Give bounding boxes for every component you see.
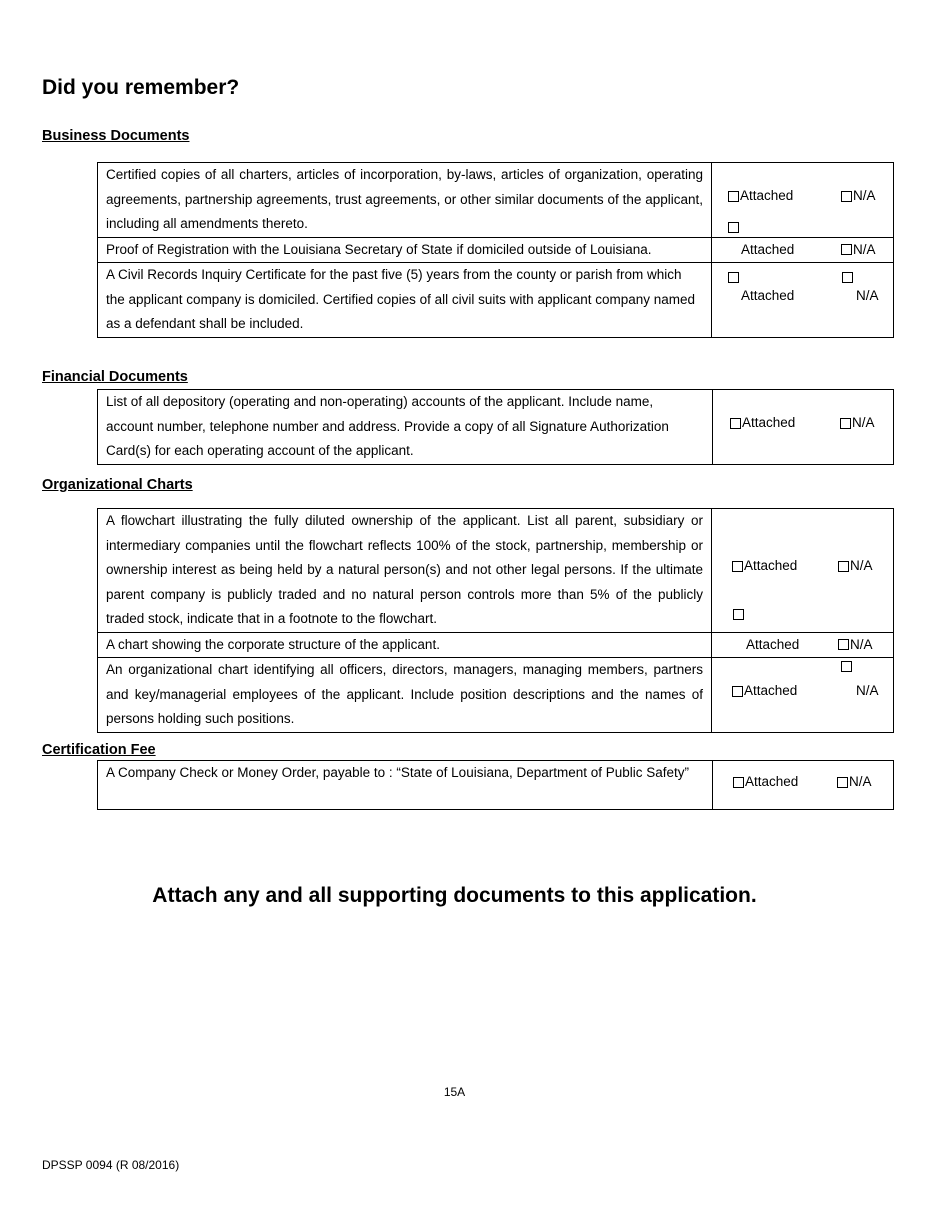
- org-doc-flowchart-text: A flowchart illustrating the fully diluted ownership of the applicant. List all parent, subsidiary or intermediary companies until the flowchart reflects 100% of the stock, partnership, membership or ownership interest as being held by a natural person(s) and not other legal persons. If the ultimate parent company is publicly traded and no natural person controls more than 5% of the publicly traded stock, indicate that in a footnote to the flowchart.: [98, 509, 712, 633]
- attached-option[interactable]: [746, 637, 799, 653]
- attached-label: Attached: [741, 288, 795, 303]
- checkbox-icon[interactable]: [728, 191, 739, 202]
- org-doc-officers-text: An organizational chart identifying all officers, directors, managers, managing members, partners and key/managerial employees of the applicant. Include position descriptions and the names of persons holding such positions.: [98, 658, 712, 733]
- fee-doc-payment-options: [713, 761, 894, 810]
- checkbox-icon[interactable]: [841, 244, 852, 255]
- na-label: N/A: [853, 241, 876, 257]
- table-row: [98, 658, 894, 733]
- checkbox-icon[interactable]: [841, 191, 852, 202]
- org-doc-flowchart-options: [712, 509, 894, 633]
- checkbox-icon[interactable]: [730, 418, 741, 429]
- checkbox-icon[interactable]: [728, 272, 739, 283]
- na-option[interactable]: [841, 188, 876, 204]
- na-option[interactable]: [838, 558, 873, 574]
- checkbox-icon[interactable]: [733, 777, 744, 788]
- organizational-charts-table: [97, 508, 894, 733]
- attached-label: Attached: [744, 558, 798, 573]
- business-doc-charters-options: [712, 163, 894, 238]
- attached-option[interactable]: [741, 288, 794, 304]
- attached-option[interactable]: [730, 415, 795, 431]
- table-row: [98, 632, 894, 658]
- na-option[interactable]: [838, 637, 873, 653]
- checkbox-icon[interactable]: [728, 222, 739, 233]
- attach-documents-notice: Attach any and all supporting documents to this application.: [152, 884, 757, 907]
- attached-label: Attached: [742, 415, 796, 430]
- na-option[interactable]: [837, 774, 872, 790]
- page-title: Did you remember?: [42, 76, 240, 99]
- business-doc-charters-text: Certified copies of all charters, articles of incorporation, by-laws, articles of organization, operating agreements, partnership agreements, trust agreements, or other similar documents of the applicant, including all amendments thereto.: [98, 163, 712, 238]
- org-doc-corporate-structure-text: A chart showing the corporate structure of the applicant.: [98, 632, 712, 658]
- checkbox-icon[interactable]: [837, 777, 848, 788]
- business-documents-heading: Business Documents: [42, 128, 190, 144]
- form-code: DPSSP 0094 (R 08/2016): [42, 1158, 180, 1172]
- na-option[interactable]: [840, 415, 875, 431]
- checkbox-icon[interactable]: [840, 418, 851, 429]
- business-doc-civil-records-options: [712, 263, 894, 338]
- business-documents-table: [97, 162, 894, 338]
- na-option[interactable]: [856, 683, 879, 699]
- na-label: N/A: [852, 415, 875, 430]
- checkbox-icon[interactable]: [838, 561, 849, 572]
- attached-option[interactable]: [733, 774, 798, 790]
- table-row: [98, 163, 894, 238]
- checkbox-icon[interactable]: [732, 561, 743, 572]
- financial-doc-accounts-options: [713, 390, 894, 465]
- attached-label: Attached: [746, 636, 800, 652]
- checkbox-icon[interactable]: [733, 609, 744, 620]
- na-label: N/A: [850, 558, 873, 573]
- na-label: N/A: [856, 288, 879, 303]
- attached-label: Attached: [741, 241, 795, 257]
- org-doc-corporate-structure-options: [712, 632, 894, 658]
- na-label: N/A: [849, 774, 872, 789]
- financial-doc-accounts-text: List of all depository (operating and non-operating) accounts of the applicant. Include name, account number, telephone number and address. Provide a copy of all Signature Authorization Card(s) for each operating account of the applicant.: [98, 390, 713, 465]
- attached-option[interactable]: [732, 558, 797, 574]
- fee-doc-payment-text: A Company Check or Money Order, payable to : “State of Louisiana, Department of Public Safety”: [98, 761, 713, 810]
- org-doc-officers-options: [712, 658, 894, 733]
- financial-documents-table: [97, 389, 894, 465]
- na-label: N/A: [850, 636, 873, 652]
- table-row: [98, 509, 894, 633]
- certification-fee-heading: Certification Fee: [42, 742, 156, 758]
- business-doc-civil-records-text: A Civil Records Inquiry Certificate for the past five (5) years from the county or parish from which the applicant company is domiciled. Certified copies of all civil suits with applicant company named as a defendant shall be included.: [98, 263, 712, 338]
- attached-option[interactable]: [741, 242, 794, 258]
- table-row: [98, 263, 894, 338]
- checkbox-icon[interactable]: [841, 661, 852, 672]
- checkbox-icon[interactable]: [838, 639, 849, 650]
- checkbox-icon[interactable]: [842, 272, 853, 283]
- certification-fee-table: [97, 760, 894, 810]
- page-number: 15A: [443, 1085, 466, 1099]
- attached-label: Attached: [740, 188, 794, 203]
- business-doc-registration-options: [712, 237, 894, 263]
- na-label: N/A: [856, 683, 879, 698]
- checkbox-icon[interactable]: [732, 686, 743, 697]
- na-label: N/A: [853, 188, 876, 203]
- organizational-charts-heading: Organizational Charts: [42, 477, 193, 493]
- na-option[interactable]: [841, 242, 876, 258]
- table-row: [98, 390, 894, 465]
- business-doc-registration-text: Proof of Registration with the Louisiana Secretary of State if domiciled outside of Louisiana.: [98, 237, 712, 263]
- attached-label: Attached: [744, 683, 798, 698]
- na-option[interactable]: [856, 288, 879, 304]
- attached-option[interactable]: [732, 683, 797, 699]
- attached-label: Attached: [745, 774, 799, 789]
- table-row: [98, 237, 894, 263]
- attached-option[interactable]: [728, 188, 793, 204]
- financial-documents-heading: Financial Documents: [42, 369, 188, 385]
- table-row: [98, 761, 894, 810]
